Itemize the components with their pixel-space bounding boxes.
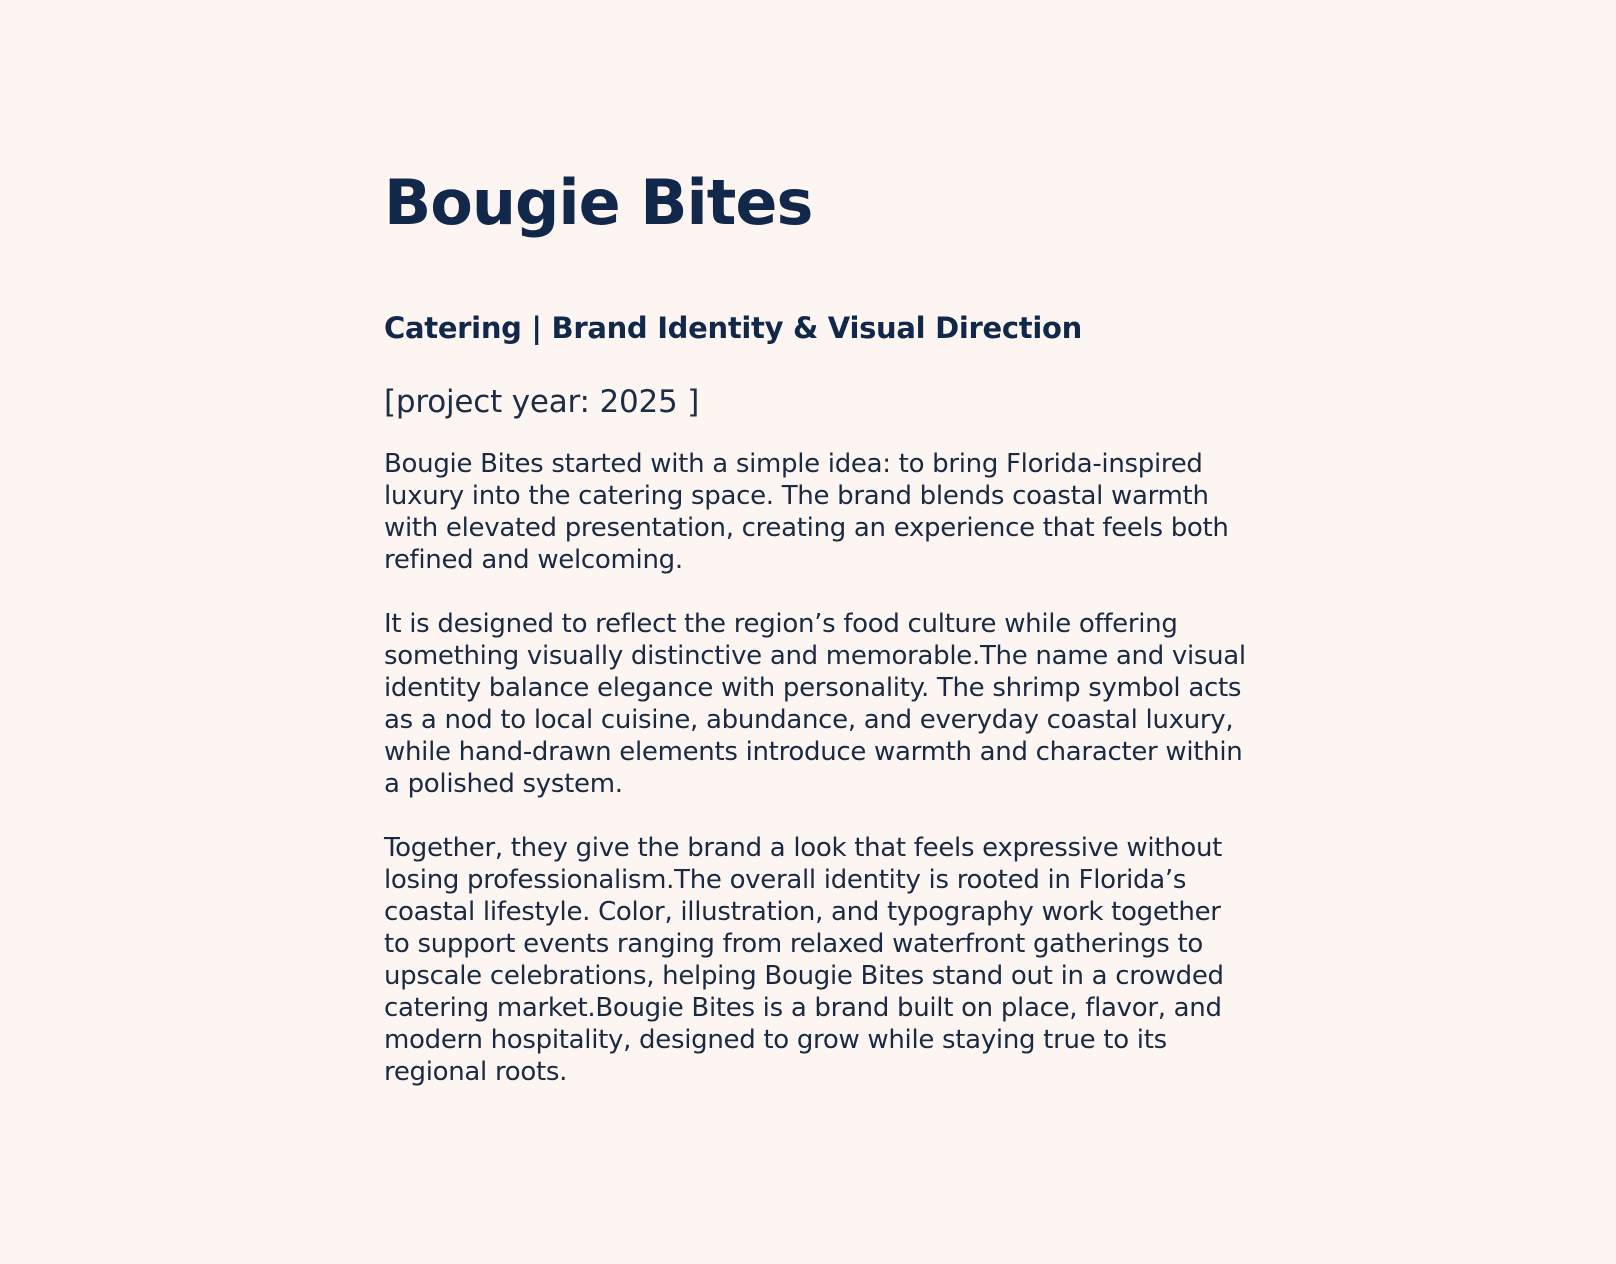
body-paragraph-2: It is designed to reflect the region’s food culture while offering something visually distinctive and memorable.The name and visual identity balance elegance with personality. The shrimp symbol acts as a nod to local cuisine, abundance, and everyday coastal luxury, while hand-drawn elements introduce warmth and character within a polished system.	[384, 609, 1246, 799]
project-year: [project year: 2025 ]	[384, 384, 700, 420]
project-description	[384, 164, 1254, 1088]
body-paragraph-3: Together, they give the brand a look that feels expressive without losing professionalism.The overall identity is rooted in Florida’s coastal lifestyle. Color, illustration, and typography work together to support events ranging from relaxed waterfront gatherings to upscale celebrations, helping Bougie Bites stand out in a crowded catering market.Bougie Bites is a brand built on place, flavor, and modern hospitality, designed to grow while staying true to its regional roots.	[384, 833, 1224, 1087]
project-subtitle: Catering | Brand Identity & Visual Direction	[384, 311, 1082, 345]
body-paragraph-1: Bougie Bites started with a simple idea: to bring Florida-inspired luxury into the catering space. The brand blends coastal warmth with elevated presentation, creating an experience that feels both refined and welcoming.	[384, 449, 1229, 575]
page-title: Bougie Bites	[384, 166, 813, 239]
